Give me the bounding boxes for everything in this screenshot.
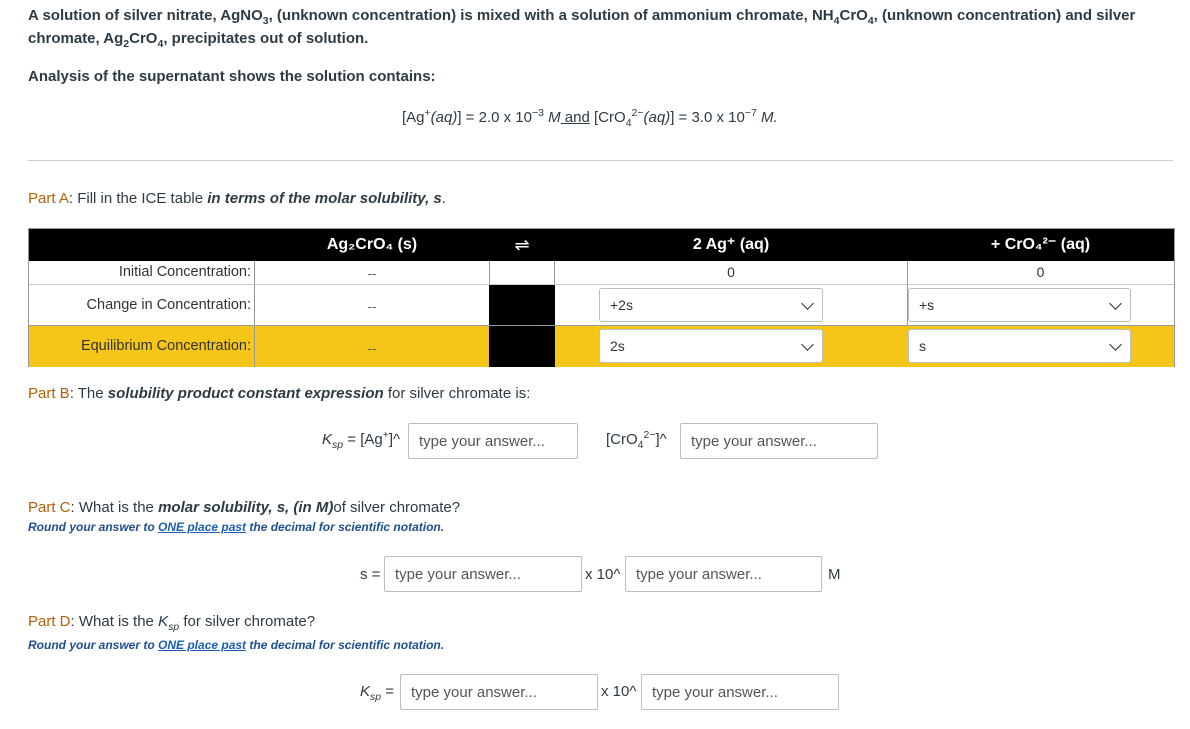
divider (28, 160, 1173, 161)
chromate-exponent-input[interactable] (680, 423, 878, 459)
chevron-down-icon (801, 338, 814, 351)
ksp-times-ten-label: x 10^ (601, 683, 637, 700)
part-c-heading: Part C: What is the molar solubility, s, (in M)of silver chromate? (28, 499, 461, 516)
ksp-mantissa-input[interactable] (400, 674, 598, 710)
s-unit: M (828, 566, 841, 583)
problem-statement: A solution of silver nitrate, AgNO$_3$, (unknown concentration) is mixed with a solution of ammonium chromate, $NH_4CrO_4$, (unknown concentration) and silver chromate, $Ag_2CrO_4$, precipitates out of solution. (28, 7, 1136, 50)
ice-table-header (29, 229, 1174, 261)
arrow-column-fill (489, 285, 555, 325)
ice-row-initial (29, 261, 1174, 284)
equilibrium-ag-select[interactable]: 2s (599, 329, 823, 363)
part-b-heading: Part B: The solubility product constant expression for silver chromate is: (28, 385, 531, 402)
initial-solid-value: -- (367, 266, 377, 281)
ice-table (28, 228, 1175, 367)
ice-col-solid: Ag₂CrO₄ (s) (326, 236, 418, 253)
ksp-label: $K_{sp}$ = (360, 683, 395, 703)
change-label: Change in Concentration: (29, 285, 255, 325)
arrow-column-spacer (489, 261, 555, 284)
analysis-text: Analysis of the supernatant shows the solution contains: (28, 68, 436, 85)
ice-col-ag: 2 Ag⁺ (aq) (692, 236, 770, 253)
change-solid-value: -- (367, 299, 377, 314)
s-exponent-input[interactable] (625, 556, 822, 592)
ice-col-chromate: + CrO₄²⁻ (aq) (990, 236, 1091, 253)
ice-row-change (29, 284, 1174, 325)
chromate-term-label: [CrO$_4^{2-}$]^ (606, 429, 667, 451)
initial-label: Initial Concentration: (29, 261, 255, 284)
s-times-ten-label: x 10^ (585, 566, 621, 583)
initial-chromate-value: 0 (1036, 264, 1045, 280)
part-d-heading: Part D: What is the $K_{sp}$ for silver chromate? (28, 613, 316, 633)
ag-exponent-input[interactable] (408, 423, 578, 459)
change-ag-select[interactable]: +2s (599, 288, 823, 322)
arrow-column-fill (489, 326, 555, 367)
part-a-heading: Part A: Fill in the ICE table in terms of the molar solubility, s. (28, 190, 446, 207)
initial-ag-value: 0 (727, 264, 735, 280)
ice-row-equilibrium (29, 325, 1174, 367)
chevron-down-icon (1109, 297, 1122, 310)
part-d-rounding-note: Round your answer to ONE place past the decimal for scientific notation. (28, 638, 445, 652)
ksp-exponent-input[interactable] (641, 674, 839, 710)
equilibrium-chromate-select[interactable]: s (908, 329, 1131, 363)
equilibrium-label: Equilibrium Concentration: (29, 326, 255, 367)
s-label: s = (360, 566, 381, 583)
chevron-down-icon (1109, 338, 1122, 351)
equilibrium-arrow-icon: ⇌ (514, 235, 530, 255)
s-mantissa-input[interactable] (384, 556, 582, 592)
part-c-rounding-note: Round your answer to ONE place past the decimal for scientific notation. (28, 520, 445, 534)
change-chromate-select[interactable]: +s (908, 288, 1131, 322)
concentration-line: [Ag+(aq)] = 2.0 x $10^{-3}$ M and [CrO$_4^{2-}$(aq)] = 3.0 x $10^{-7}$ M. (402, 107, 778, 129)
chevron-down-icon (801, 297, 814, 310)
ksp-expression-label: $K_{sp}$ = [Ag+]^ (322, 429, 401, 451)
equilibrium-solid-value: -- (367, 341, 377, 356)
